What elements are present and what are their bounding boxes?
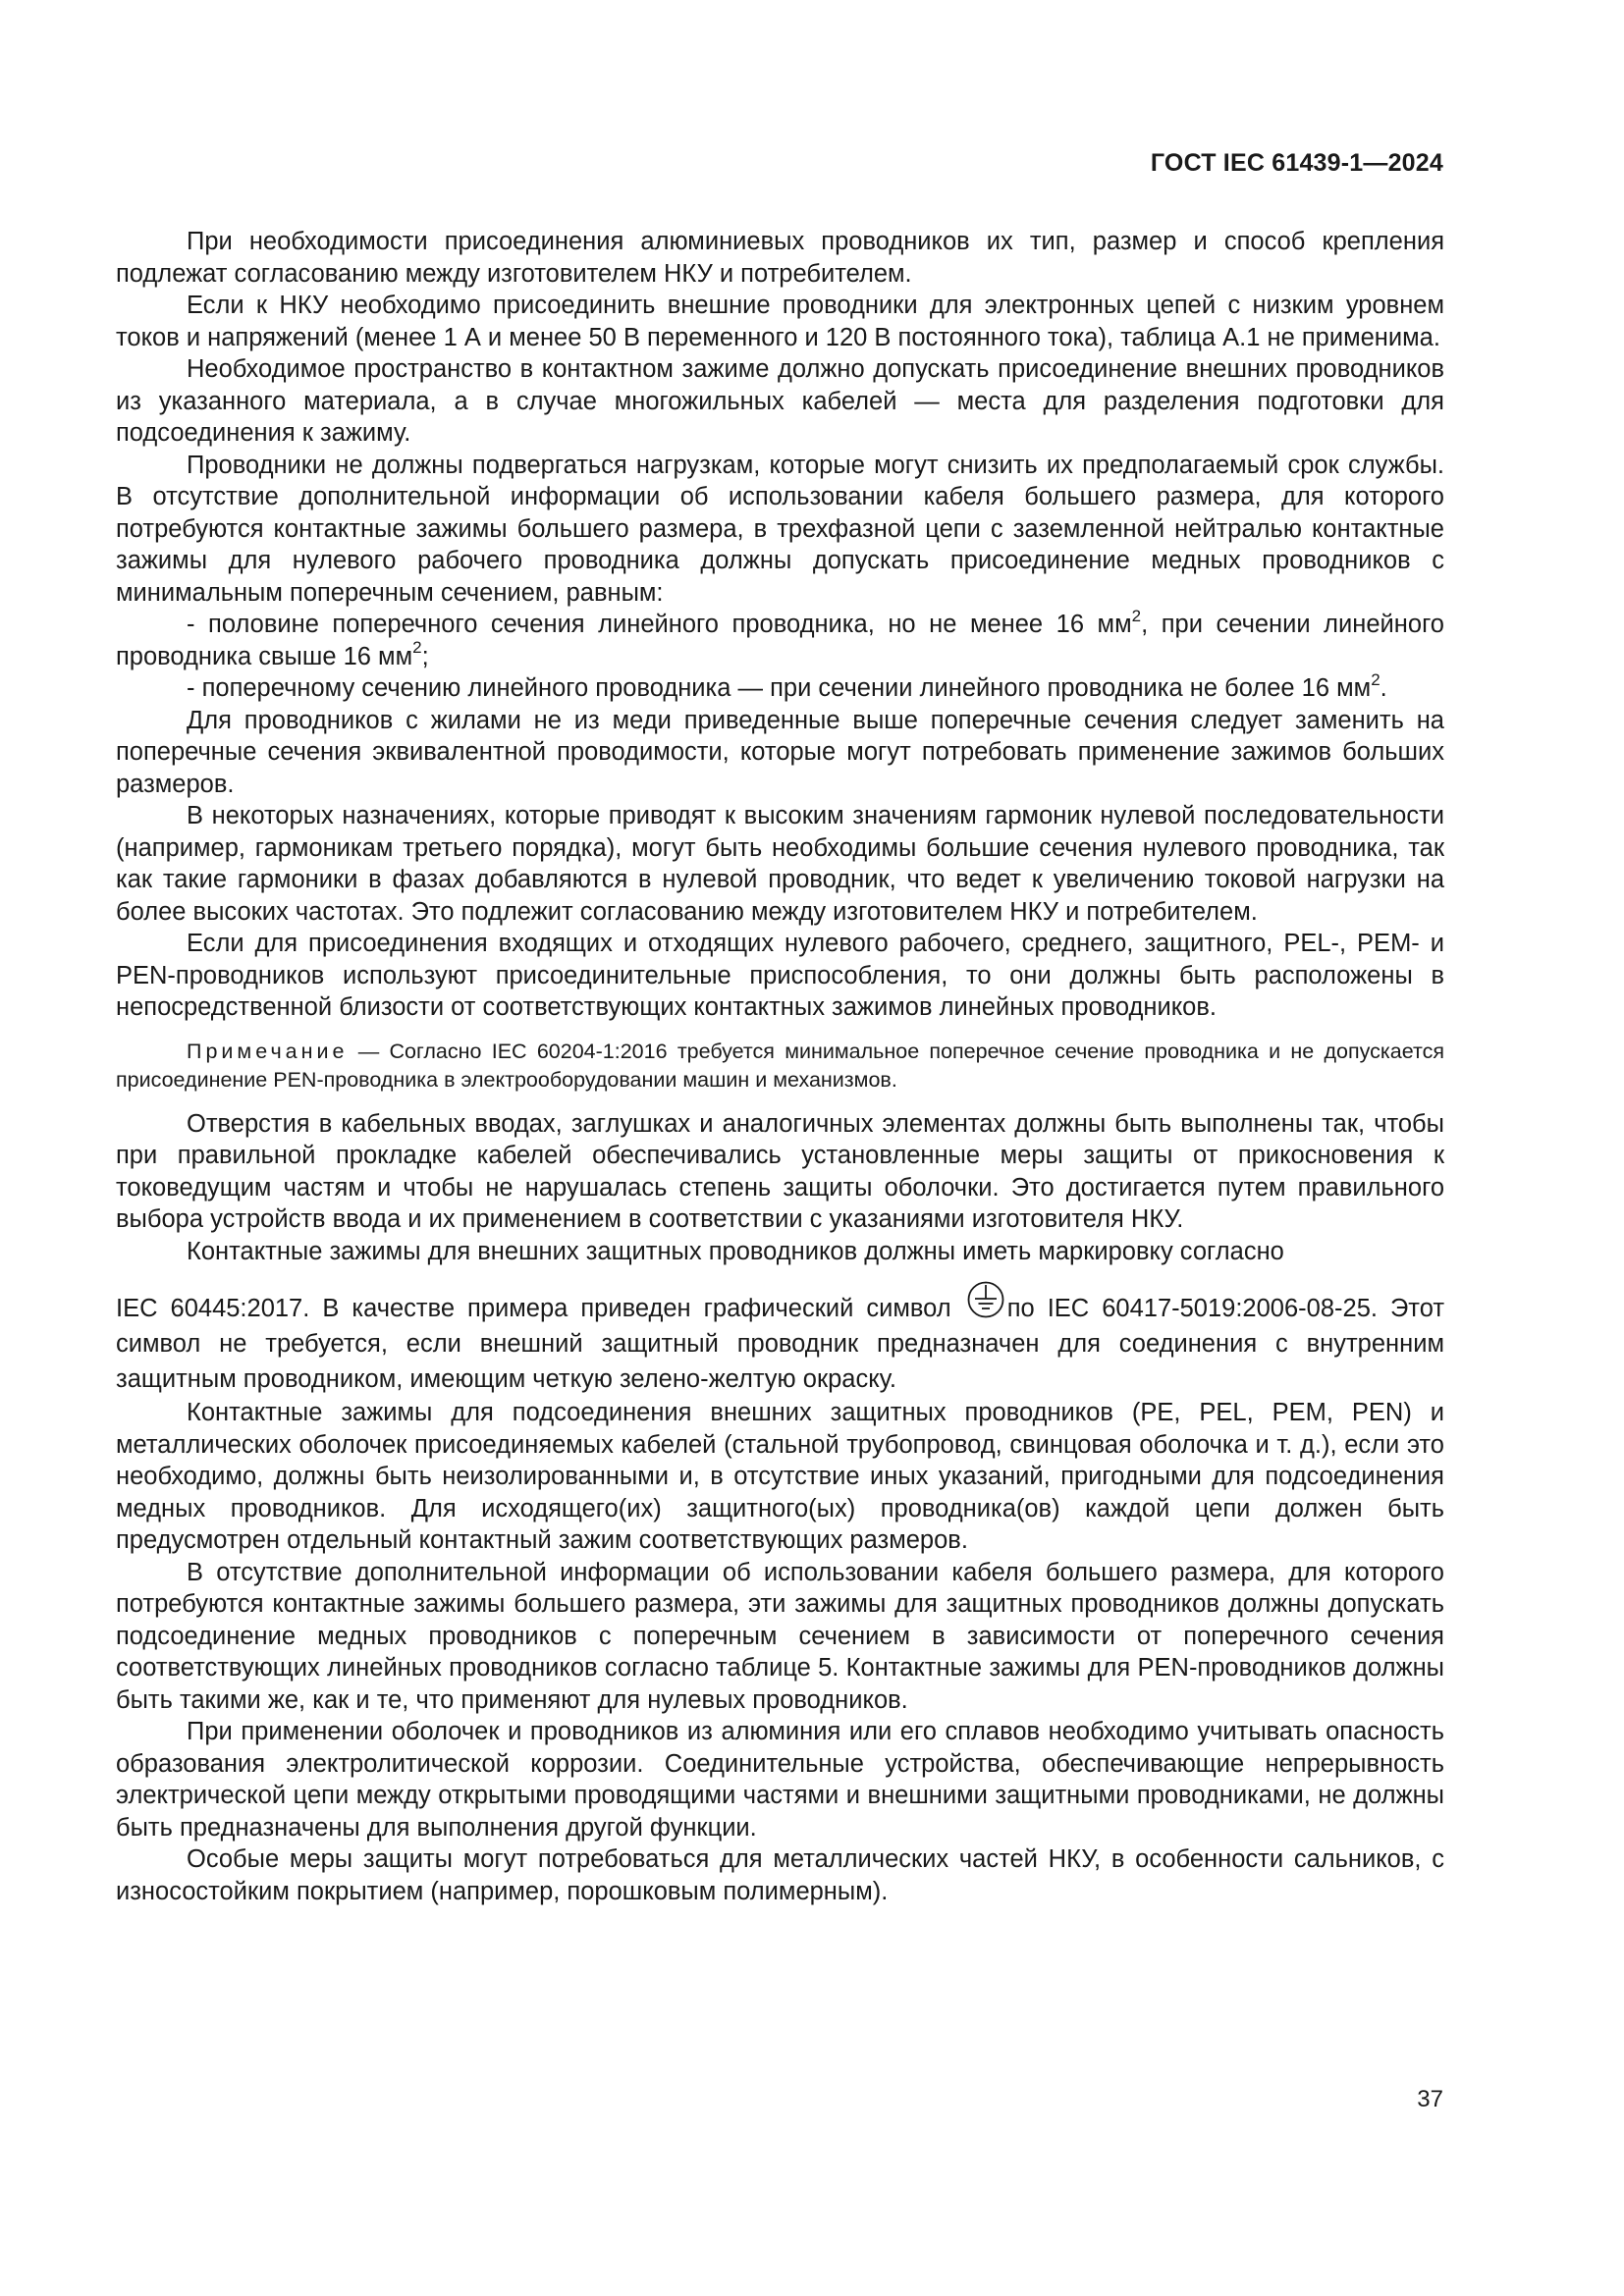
superscript: 2 bbox=[1371, 669, 1380, 689]
list-item-text: - поперечному сечению линейного проводника — при сечении линейного проводника не более 16 мм bbox=[187, 674, 1372, 702]
paragraph: Для проводников с жилами не из меди приведенные выше поперечные сечения следует заменить на поперечные сечения эквивалентной проводимости, которые могут потребовать применение зажимов больших размеров. bbox=[116, 706, 1444, 798]
superscript: 2 bbox=[412, 638, 422, 657]
superscript: 2 bbox=[1131, 606, 1142, 625]
paragraph: Если к НКУ необходимо присоединить внешние проводники для электронных цепей с низким уровнем токов и напряжений (менее 1 А и менее 50 В переменного и 120 В постоянного тока), таблица А.1 не применима. bbox=[116, 292, 1444, 351]
paragraph-text: по IEC 60417-5019:2006-08-25. Этот символ не требуется, если внешний защитный проводник предназначен для соединения с внутренним защитным проводником, имеющим четкую зелено-желтую окраску. bbox=[116, 1295, 1444, 1393]
document-header: ГОСТ IEC 61439-1—2024 bbox=[1150, 149, 1443, 177]
paragraph-text: IEC 60445:2017. В качестве примера приведен графический символ bbox=[116, 1295, 951, 1322]
document-body bbox=[116, 226, 1444, 1907]
paragraph: Проводники не должны подвергаться нагрузкам, которые могут снизить их предполагаемый срок службы. В отсутствие дополнительной информации об использовании кабеля большего размера, для которого потребуются контактные зажимы большего размера, в трехфазной цепи с заземленной нейтралью контактные зажимы для нулевого рабочего проводника должны допускать присоединение медных проводников с минимальным поперечным сечением, равным: bbox=[116, 451, 1444, 607]
note bbox=[116, 1038, 1444, 1095]
list-item-text: - половине поперечного сечения линейного проводника, но не менее 16 мм bbox=[187, 611, 1132, 638]
paragraph: При необходимости присоединения алюминиевых проводников их тип, размер и способ крепления подлежат согласованию между изготовителем НКУ и потребителем. bbox=[116, 228, 1444, 288]
page-number: 37 bbox=[1417, 2086, 1443, 2112]
paragraph bbox=[116, 1279, 1444, 1397]
paragraph: Если для присоединения входящих и отходящих нулевого рабочего, среднего, защитного, PEL-, PEM- и PEN-проводников используют присоединительные приспособления, то они должны быть расположены в непосредственной близости от соответствующих контактных зажимов линейных проводников. bbox=[116, 930, 1444, 1021]
paragraph: Особые меры защиты могут потребоваться для металлических частей НКУ, в особенности сальников, с износостойким покрытием (например, порошковым полимерным). bbox=[116, 1845, 1444, 1905]
note-label: Примечание bbox=[187, 1039, 349, 1063]
paragraph: Контактные зажимы для подсоединения внешних защитных проводников (PE, PEL, PEM, PEN) и металлических оболочек присоединяемых кабелей (стальной трубопровод, свинцовая оболочка и т. д.), если это необходимо, должны быть неизолированными и, в отсутствие иных указаний, пригодными для подсоединения медных проводников. Для исходящего(их) защитного(ых) проводника(ов) каждой цепи должен быть предусмотрен отдельный контактный зажим соответствующих размеров. bbox=[116, 1399, 1444, 1554]
paragraph: В отсутствие дополнительной информации об использовании кабеля большего размера, для которого потребуются контактные зажимы большего размера, эти зажимы для защитных проводников должны допускать подсоединение медных проводников с поперечным сечением в зависимости от поперечного сечения соответствующих линейных проводников согласно таблице 5. Контактные зажимы для PEN-проводников должны быть такими же, как и те, что применяют для нулевых проводников. bbox=[116, 1558, 1444, 1714]
note-text: — Согласно IEC 60204-1:2016 требуется минимальное поперечное сечение проводника и не допускается присоединение PEN-проводника в электрооборудовании машин и механизмов. bbox=[116, 1039, 1444, 1092]
list-item-text: . bbox=[1380, 674, 1387, 702]
paragraph: Контактные зажимы для внешних защитных проводников должны иметь маркировку согласно bbox=[187, 1237, 1284, 1265]
list-item bbox=[116, 669, 1444, 705]
list-item-text: , при сечении линейного проводника свыше 16 мм bbox=[116, 611, 1444, 670]
protective-earth-icon bbox=[966, 1279, 1005, 1320]
paragraph: При применении оболочек и проводников из алюминия или его сплавов необходимо учитывать опасность образования электролитической коррозии. Соединительные устройства, обеспечивающие непрерывность электрической цепи между открытыми проводящими частями и внешними защитными проводниками, не должны быть предназначены для выполнения другой функции. bbox=[116, 1718, 1444, 1842]
list-item bbox=[116, 606, 1444, 672]
list-item-text: ; bbox=[421, 642, 429, 670]
paragraph: Необходимое пространство в контактном зажиме должно допускать присоединение внешних проводников из указанного материала, а в случае многожильных кабелей — места для разделения подготовки для подсоединения к зажиму. bbox=[116, 355, 1444, 447]
paragraph: Отверстия в кабельных вводах, заглушках и аналогичных элементах должны быть выполнены так, чтобы при правильной прокладке кабелей обеспечивались установленные меры защиты от прикосновения к токоведущим частям и чтобы не нарушалась степень защиты оболочки. Это достигается путем правильного выбора устройств ввода и их применением в соответствии с указаниями изготовителя НКУ. bbox=[116, 1109, 1444, 1233]
paragraph: В некоторых назначениях, которые приводят к высоким значениям гармоник нулевой последовательности (например, гармоникам третьего порядка), могут быть необходимы большие сечения нулевого проводника, так как такие гармоники в фазах добавляются в нулевой проводник, что ведет к увеличению токовой нагрузки на более высоких частотах. Это подлежит согласованию между изготовителем НКУ и потребителем. bbox=[116, 802, 1444, 926]
